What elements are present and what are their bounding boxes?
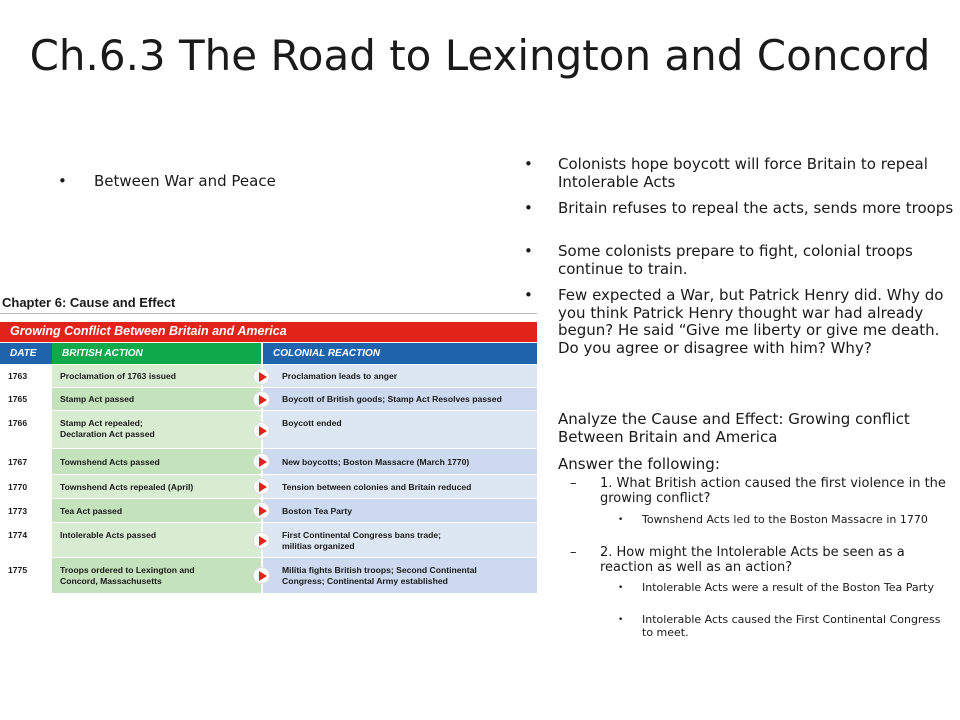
row-british-action: Townshend Acts repealed (April) [60,482,194,492]
left-bullet-text: Between War and Peace [94,172,276,190]
dash-marker: – [570,545,577,560]
row-british-action: Intolerable Acts passed [60,530,157,540]
cause-effect-chart [0,295,537,593]
chart-rule [0,313,537,314]
arrow-icon [253,391,270,408]
table-row [0,411,537,449]
answer-2b-text: Intolerable Acts caused the First Continental Congress to meet. [642,613,941,639]
col-head-date [0,343,52,364]
bullet-text: Some colonists prepare to fight, colonial troops continue to train. [558,242,913,278]
arrow-icon [253,478,270,495]
col-head-british [52,343,261,364]
bullet-dot: • [524,155,533,173]
col-head-colonial-text: COLONIAL REACTION [273,348,381,359]
row-colonial-reaction: Boycott ended [282,418,342,428]
row-british-action: Stamp Act repealed; Declaration Act passed [60,418,155,439]
arrow-icon [253,422,270,439]
row-date: 1770 [8,482,28,492]
table-row [0,499,537,523]
row-date: 1767 [8,457,28,467]
bullet-dot: • [618,615,624,625]
row-date: 1766 [8,418,28,428]
row-date: 1775 [8,565,28,575]
row-british-action: Townshend Acts passed [60,457,160,467]
arrow-icon [253,368,270,385]
row-date: 1773 [8,506,28,516]
analyze-heading: Analyze the Cause and Effect: Growing conflict Between Britain and America [558,410,910,446]
row-colonial-reaction: Boston Tea Party [282,506,353,516]
answer-1-text: Townshend Acts led to the Boston Massacre in 1770 [642,513,928,526]
col-head-date-text: DATE [10,348,37,359]
bullet-dot: • [618,583,624,593]
chart-banner [0,322,537,342]
row-date: 1765 [8,394,28,404]
bullet-text: Colonists hope boycott will force Britain to repeal Intolerable Acts [558,155,928,191]
question-2-text: 2. How might the Intolerable Acts be seen as a reaction as well as an action? [600,545,905,575]
arrow-icon [253,567,270,584]
table-row [0,558,537,593]
chart-header: Chapter 6: Cause and Effect [2,295,176,310]
row-colonial-reaction: Proclamation leads to anger [282,371,398,381]
bullet-dot: • [618,515,624,525]
row-colonial-reaction: Tension between colonies and Britain reduced [282,482,472,492]
answer-heading: Answer the following: [558,455,720,473]
row-colonial-reaction: New boycotts; Boston Massacre (March 1770) [282,457,470,467]
row-colonial-reaction: First Continental Congress bans trade; militias organized [282,530,442,551]
table-row [0,365,537,388]
table-row [0,388,537,411]
row-british-action: Tea Act passed [60,506,123,516]
row-british-action: Proclamation of 1763 issued [60,371,177,381]
dash-marker: – [570,476,577,491]
row-colonial-reaction: Boycott of British goods; Stamp Act Resolves passed [282,394,502,404]
bullet-text: Few expected a War, but Patrick Henry did. Why do you think Patrick Henry thought war had already begun? He said “Give me liberty or give me death. Do you agree or disagree with him? Why? [558,286,944,357]
bullet-dot: • [524,199,533,217]
table-row [0,475,537,499]
row-british-action: Troops ordered to Lexington and Concord, Massachusetts [60,565,195,586]
arrow-icon [253,532,270,549]
col-head-colonial [263,343,537,364]
chart-banner-text: Growing Conflict Between Britain and America [10,324,287,338]
slide-title: Ch.6.3 The Road to Lexington and Concord [29,31,931,80]
bullet-dot: • [58,172,67,190]
arrow-icon [253,453,270,470]
bullet-dot: • [524,286,533,304]
row-british-action: Stamp Act passed [60,394,135,404]
row-date: 1774 [8,530,28,540]
bullet-text: Britain refuses to repeal the acts, sends more troops [558,199,954,217]
row-date: 1763 [8,371,28,381]
row-colonial-reaction: Militia fights British troops; Second Continental Congress; Continental Army established [282,565,477,586]
answer-2a-text: Intolerable Acts were a result of the Boston Tea Party [642,581,934,594]
bullet-dot: • [524,242,533,260]
table-row [0,523,537,558]
question-1-text: 1. What British action caused the first violence in the growing conflict? [600,476,946,506]
col-head-british-text: BRITISH ACTION [62,348,143,359]
table-row [0,449,537,475]
arrow-icon [253,502,270,519]
